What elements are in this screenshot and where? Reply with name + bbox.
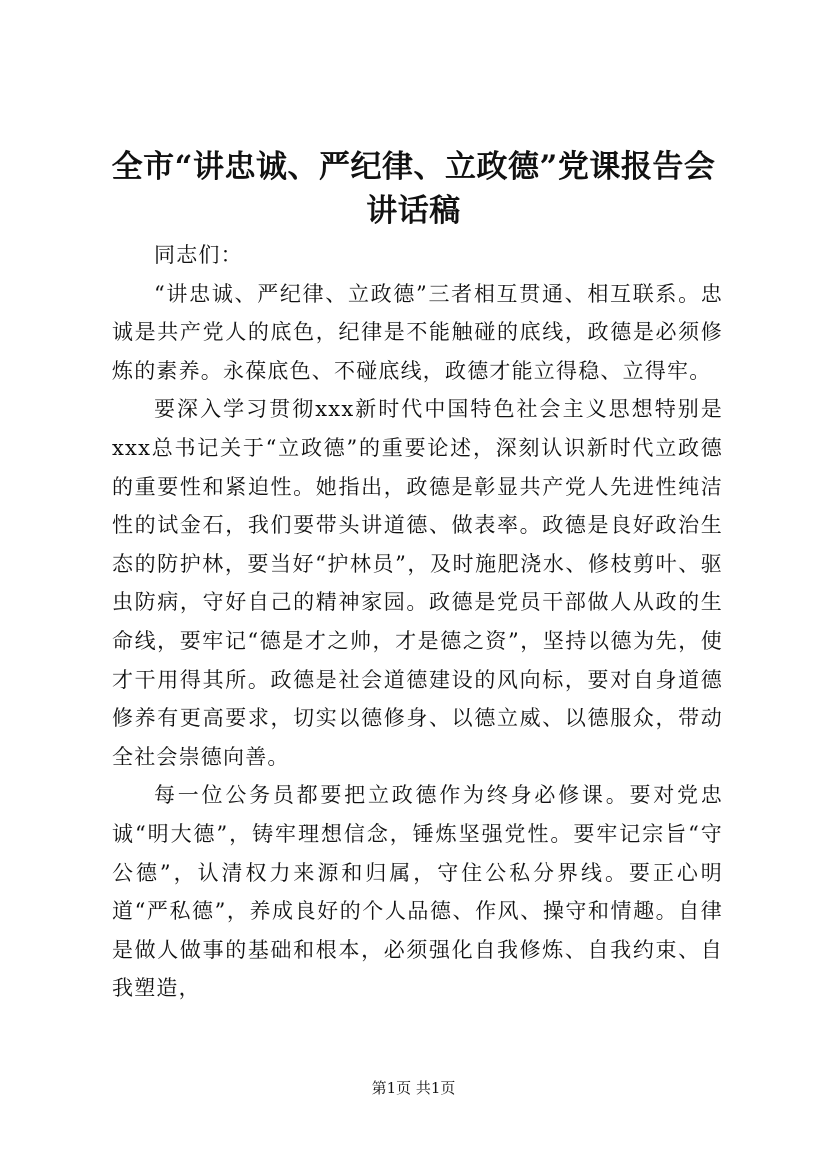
paragraph-1: “讲忠诚、严纪律、立政德”三者相互贯通、相互联系。忠诚是共产党人的底色，纪律是不能触碰的底线，政德是必须修炼的素养。永葆底色、不碰底线，政德才能立得稳、立得牢。 (112, 281, 723, 383)
document-title: 全市“讲忠诚、严纪律、立政德”党课报告会讲话稿 (111, 149, 716, 229)
page-number-footer: 第1页 共1页 (371, 1079, 456, 1097)
document-body (112, 236, 723, 1008)
paragraph-3: 每一位公务员都要把立政德作为终身必修课。要对党忠诚“明大德”，铸牢理想信念，锤炼坚强党性。要牢记宗旨“守公德”，认清权力来源和归属，守住公私分界线。要正心明道“严私德”，养成良好的个人品德、作风、操守和情趣。自律是做人做事的基础和根本，必须强化自我修炼、自我约束、自我塑造， (112, 783, 723, 1001)
greeting-line: 同志们： (154, 243, 243, 267)
paragraph-2: 要深入学习贯彻xxx新时代中国特色社会主义思想特别是xxx总书记关于“立政德”的重要论述，深刻认识新时代立政德的重要性和紧迫性。她指出，政德是彰显共产党人先进性纯洁性的试金石，我们要带头讲道德、做表率。政德是良好政治生态的防护林，要当好“护林员”，及时施肥浇水、修枝剪叶、驱虫防病，守好自己的精神家园。政德是党员干部做人从政的生命线，要牢记“德是才之帅，才是德之资”，坚持以德为先，使才干用得其所。政德是社会道德建设的风向标，要对自身道德修养有更高要求，切实以德修身、以德立威、以德服众，带动全社会崇德向善。 (112, 397, 723, 769)
